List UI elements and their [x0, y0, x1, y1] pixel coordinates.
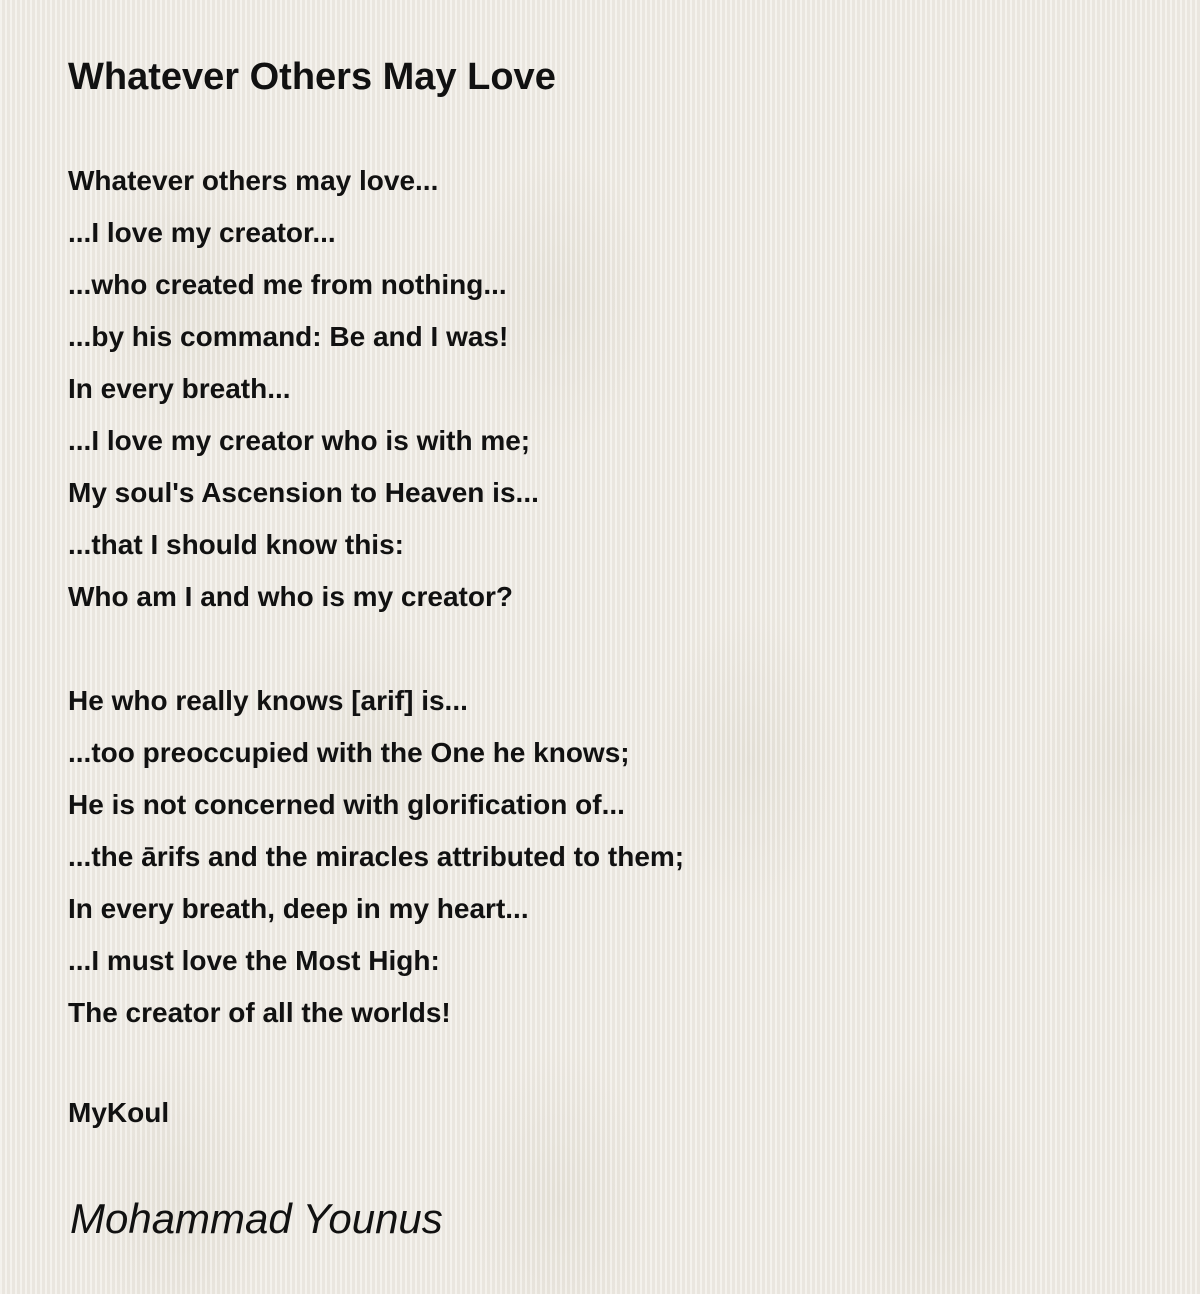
- poem-signature: MyKoul: [68, 1097, 170, 1128]
- poem-line: Whatever others may love...: [68, 165, 439, 196]
- poem-line: ...I love my creator...: [68, 217, 336, 248]
- poem-line: ...by his command: Be and I was!: [68, 321, 509, 352]
- stanza-1: [68, 155, 1168, 623]
- poem-line: My soul's Ascension to Heaven is...: [68, 477, 539, 508]
- poem-line: He who really knows [arif] is...: [68, 685, 468, 716]
- poem-line: ...I love my creator who is with me;: [68, 425, 531, 456]
- poem-line: The creator of all the worlds!: [68, 997, 451, 1028]
- poem-title: Whatever Others May Love: [68, 56, 556, 98]
- poem-line: In every breath, deep in my heart...: [68, 893, 529, 924]
- poet-name: Mohammad Younus: [70, 1195, 443, 1242]
- poem-line: ...who created me from nothing...: [68, 269, 507, 300]
- poem-line: In every breath...: [68, 373, 291, 404]
- poem-line: ...the ārifs and the miracles attributed to them;: [68, 841, 685, 872]
- poem-body: [68, 155, 1168, 1091]
- poem-line: ...too preoccupied with the One he knows;: [68, 737, 630, 768]
- poem-line: ...that I should know this:: [68, 529, 404, 560]
- poem-line: He is not concerned with glorification of...: [68, 789, 625, 820]
- poem-line: Who am I and who is my creator?: [68, 581, 513, 612]
- poem-line: ...I must love the Most High:: [68, 945, 440, 976]
- stanza-2: [68, 675, 1168, 1039]
